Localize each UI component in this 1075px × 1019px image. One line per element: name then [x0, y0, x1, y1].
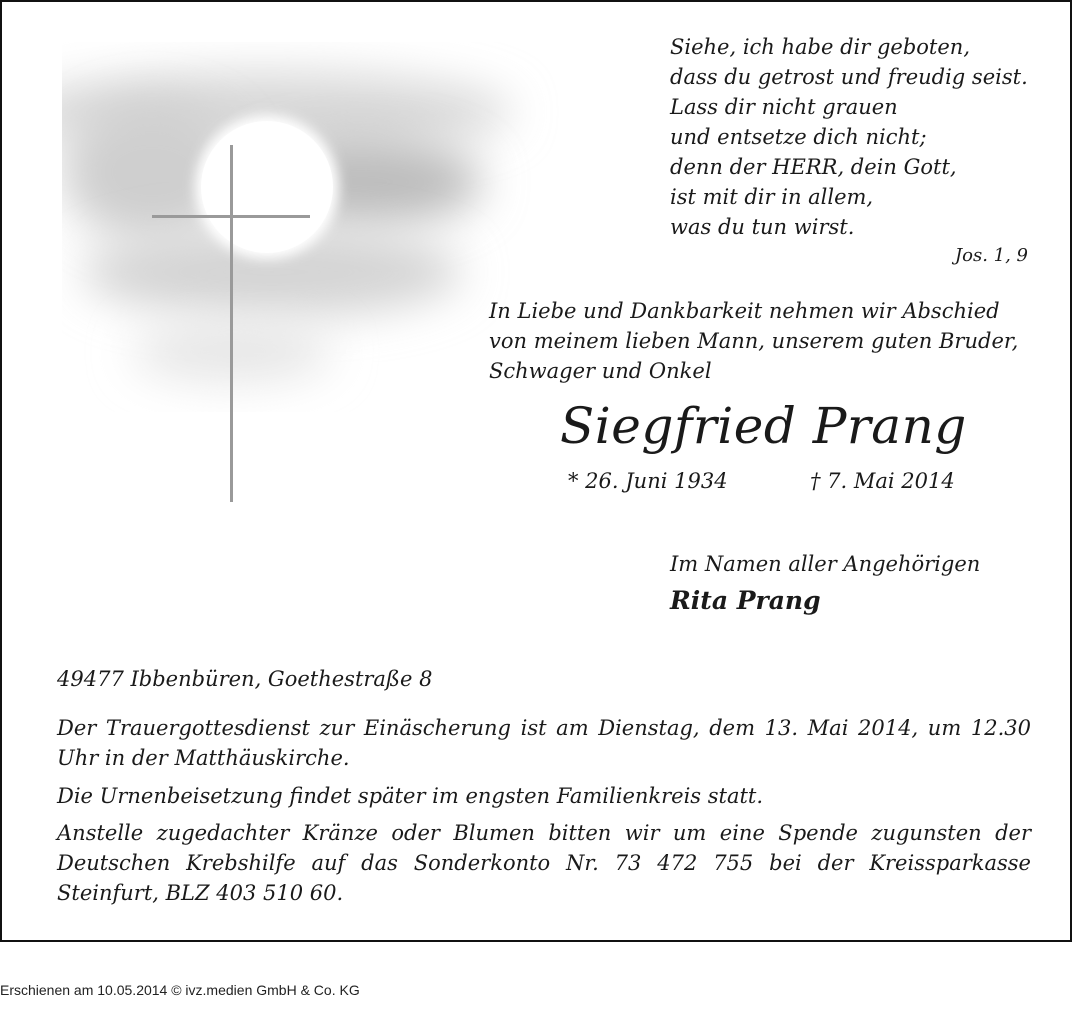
- verse-line: dass du getrost und freudig seist.: [670, 65, 1028, 89]
- publication-footer: Erschienen am 10.05.2014 © ivz.medien GmbH & Co. KG: [0, 982, 360, 998]
- verse-line: was du tun wirst.: [670, 215, 855, 239]
- farewell-intro: [489, 296, 1018, 386]
- signer-name: Rita Prang: [670, 586, 821, 615]
- verse-line: und entsetze dich nicht;: [670, 125, 927, 149]
- service-paragraph: Der Trauergottesdienst zur Einäscherung ist am Dienstag, dem 13. Mai 2014, um 12.30 Uhr in der Matthäuskirche.: [57, 716, 1031, 770]
- donation-paragraph: Anstelle zugedachter Kränze oder Blumen bitten wir um eine Spende zugunsten der Deutschen Krebshilfe auf das Sonderkonto Nr. 73 472 755 bei der Kreissparkasse Steinfurt, BLZ 403 510 60.: [57, 821, 1031, 905]
- birth-date: * 26. Juni 1934: [568, 469, 728, 493]
- deceased-name: Siegfried Prang: [560, 397, 967, 455]
- address: 49477 Ibbenbüren, Goethestraße 8: [57, 667, 433, 691]
- verse-line: Lass dir nicht grauen: [670, 95, 898, 119]
- intro-line: von meinem lieben Mann, unserem guten Bruder,: [489, 329, 1019, 353]
- verse-reference: Jos. 1, 9: [954, 245, 1028, 266]
- verse-line: denn der HERR, dein Gott,: [670, 155, 957, 179]
- verse-line: Siehe, ich habe dir geboten,: [670, 35, 970, 59]
- death-date: † 7. Mai 2014: [810, 469, 955, 493]
- bible-verse: [670, 32, 1028, 242]
- cross-moon-artwork: [62, 42, 562, 512]
- intro-line: In Liebe und Dankbarkeit nehmen wir Abschied: [489, 299, 1000, 323]
- intro-line: Schwager und Onkel: [489, 359, 712, 383]
- verse-line: ist mit dir in allem,: [670, 185, 874, 209]
- family-intro: Im Namen aller Angehörigen: [670, 552, 981, 576]
- burial-paragraph: Die Urnenbeisetzung findet später im engsten Familienkreis statt.: [57, 784, 764, 808]
